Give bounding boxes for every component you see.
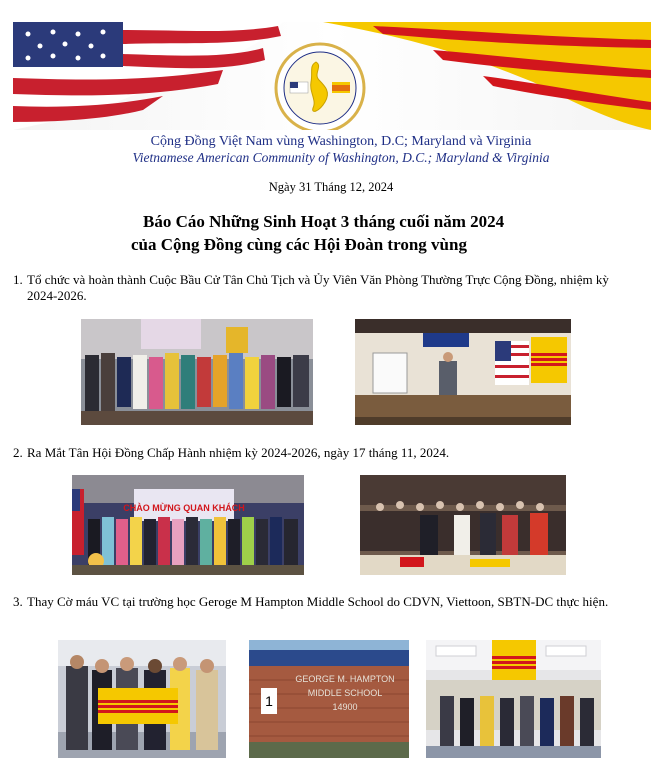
list-item-2 — [13, 445, 613, 461]
photo-school-sign — [249, 640, 409, 758]
photo-committee-stage — [72, 475, 304, 575]
flags-banner-image — [13, 22, 651, 130]
photo-hallway-flag — [426, 640, 601, 758]
report-date: Ngày 31 Tháng 12, 2024 — [268, 180, 394, 194]
list-item-text: Ra Mắt Tân Hội Đồng Chấp Hành nhiệm kỳ 2024-2026, ngày 17 tháng 11, 2024. — [27, 445, 450, 460]
school-sign-line3: 14900 — [332, 702, 358, 712]
org-name-english: Vietnamese American Community of Washington, D.C.; Maryland & Virginia — [132, 150, 550, 165]
list-item-number: 3. — [13, 594, 23, 609]
list-item-text: Thay Cờ máu VC tại trường học Geroge M Hampton Middle School do CDVN, Viettoon, SBTN-DC thực hiện. — [27, 594, 609, 609]
org-name-vietnamese: Cộng Đồng Việt Nam vùng Washington, D.C; Maryland và Virginia — [150, 134, 532, 149]
report-title-line2: của Cộng Đồng cùng các Hội Đoàn trong vùng — [131, 235, 467, 254]
photo-flag-presentation — [58, 640, 226, 758]
stage-banner-text: CHÀO MỪNG QUAN KHÁCH — [123, 503, 245, 513]
list-item-1 — [13, 272, 613, 304]
school-sign-line2: MIDDLE SCHOOL — [307, 688, 383, 698]
photo-election-group — [81, 319, 313, 425]
list-item-number: 2. — [13, 445, 23, 460]
photo-committee-audience — [360, 475, 566, 575]
door-number-text: 1 — [265, 693, 273, 709]
list-item-text: Tổ chức và hoàn thành Cuộc Bầu Cử Tân Chủ Tịch và Ủy Viên Văn Phòng Thường Trực Cộng Đồng, nhiệm kỳ 2024-2026. — [27, 272, 609, 303]
school-sign-line1: GEORGE M. HAMPTON — [295, 674, 395, 684]
list-item-3 — [13, 594, 613, 610]
header-banner — [13, 22, 651, 130]
list-item-number: 1. — [13, 272, 23, 287]
report-title-line1: Báo Cáo Những Sinh Hoạt 3 tháng cuối năm 2024 — [143, 212, 505, 231]
photo-election-speaker — [355, 319, 571, 425]
